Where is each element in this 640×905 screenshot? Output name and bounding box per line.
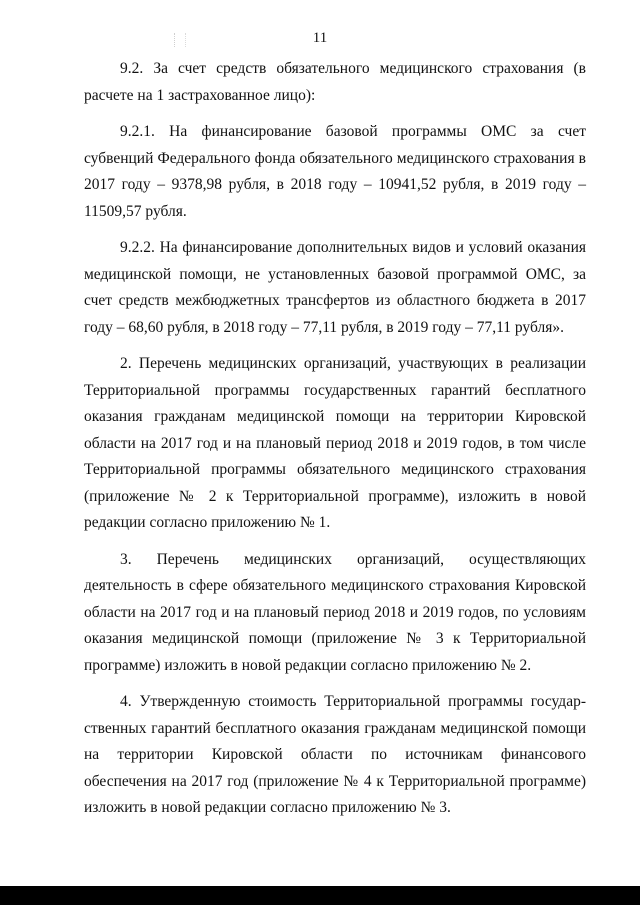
document-body	[84, 56, 586, 822]
page-number: 11	[312, 30, 328, 46]
paragraph-item-3: 3. Перечень медицинских организаций, осуществляющих деятельность в сфере обязательного медицинского страхования Кировской области на 2017 год и на плановый период 2018 и 2019 годов, по условиям оказания медицинской помощи (приложение № 3 к Территориальной программе) изложить в новой редакции согласно приложению № 2.	[84, 550, 586, 674]
paragraph-9-2-1: 9.2.1. На финансирование базовой программы ОМС за счет субвенций Федерального фонда обязательного медицинского страхования в 2017 году – 9378,98 рубля, в 2018 году – 10941,52 рубля, в 2019 году – 11509,57 рубля.	[84, 123, 586, 220]
paragraph-item-2: 2. Перечень медицинских организаций, участвующих в реализации Территориальной программы государственных гарантий бесплатного оказания гражданам медицинской помощи на территории Кировской области на 2017 год и на плановый период 2018 и 2019 годов, в том числе Территориальной программы обязательного медицинского страхования (приложение № 2 к Территориальной программе), изложить в новой редакции согласно приложению № 1.	[84, 355, 586, 531]
paragraph-item-4: 4. Утвержденную стоимость Территориальной программы государственных гарантий бесплатного оказания гражданам медицинской помощи на территории Кировской области по источникам финансового обеспечения на 2017 год (приложение № 4 к Территориальной программе) изложить в новой редакции согласно приложению № 3.	[84, 693, 586, 816]
paragraph-9-2: 9.2. За счет средств обязательного медицинского страхования (в расчете на 1 застрахованное лицо):	[84, 60, 586, 104]
paragraph-9-2-2: 9.2.2. На финансирование дополнительных видов и условий оказания медицинской помощи, не установленных базовой программой ОМС, за счет средств межбюджетных трансфертов из областного бюджета в 2017 году – 68,60 рубля, в 2018 году – 77,11 рубля, в 2019 году – 77,11 рубля».	[84, 239, 586, 336]
scan-bottom-edge	[0, 886, 640, 905]
